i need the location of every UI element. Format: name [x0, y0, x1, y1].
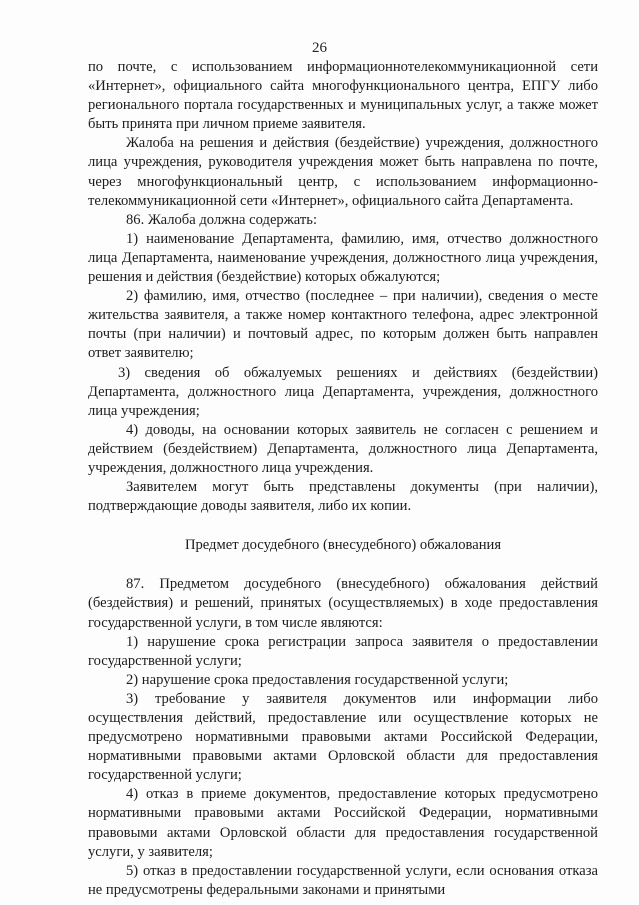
paragraph-complaint-actions: Жалоба на решения и действия (бездействие) учреждения, должностного лица учреждения, руководителя учреждения может быть направлена по почте, через многофункциональный центр, с использованием информационно-телекоммуникационной сети «Интернет», официального сайта Департамента.: [88, 135, 598, 209]
list-item-87-1: 1) нарушение срока регистрации запроса заявителя о предоставлении государственной услуги;: [88, 633, 598, 669]
list-item-87-2: 2) нарушение срока предоставления государственной услуги;: [126, 671, 509, 688]
list-item-87-3: 3) требование у заявителя документов или информации либо осуществления действий, предоставление или осуществление которых не предусмотрено нормативными правовыми актами Российской Федерации, нормативными правовыми актами Орловской области для предоставления государственной услуги;: [88, 690, 598, 784]
list-item-86-1: 1) наименование Департамента, фамилию, имя, отчество должностного лица Департамента, наименование учреждения, должностного лица учреждения, решения и действия (бездействие) которых обжалуются;: [88, 230, 598, 286]
paragraph-87: 87. Предметом досудебного (внесудебного) обжалования действий (бездействия) и решений, принятых (осуществляемых) в ходе предоставления государственной услуги, в том числе являются:: [88, 576, 598, 631]
list-item-87-5: 5) отказ в предоставлении государственной услуги, если основания отказа не предусмотрены федеральными законами и принятыми: [88, 862, 598, 898]
paragraph-documents-note: Заявителем могут быть представлены документы (при наличии), подтверждающие доводы заявителя, либо их копии.: [88, 479, 598, 515]
list-item-86-4: 4) доводы, на основании которых заявитель не согласен с решением и действием (бездействием) Департамента, должностного лица Департамента, учреждения, должностного лица учреждения.: [88, 421, 598, 476]
list-item-86-2: 2) фамилию, имя, отчество (последнее – при наличии), сведения о месте жительства заявителя, а также номер контактного телефона, адрес электронной почты (при наличии) и почтовый адрес, по которым должен быть направлен ответ заявителю;: [88, 288, 598, 362]
paragraph-86-heading: 86. Жалоба должна содержать:: [126, 211, 317, 228]
section-heading: Предмет досудебного (внесудебного) обжалования: [184, 537, 502, 554]
list-item-86-3: 3) сведения об обжалуемых решениях и действиях (бездействии) Департамента, должностного лица Департамента, учреждения, должностного лица учреждения;: [88, 364, 598, 419]
document-body: [88, 58, 598, 900]
list-item-87-4: 4) отказ в приеме документов, предоставление которых предусмотрено нормативными правовыми актами Российской Федерации, нормативными правовыми актами Орловской области для предоставления государственной услуги, у заявителя;: [88, 786, 598, 860]
paragraph-continuation: по почте, с использованием информационнотелекоммуникационной сети «Интернет», официального сайта многофункционального центра, ЕПГУ либо регионального портала государственных и муниципальных услуг, а также может быть принята при личном приеме заявителя.: [88, 59, 598, 133]
page-number: 26: [312, 40, 327, 56]
